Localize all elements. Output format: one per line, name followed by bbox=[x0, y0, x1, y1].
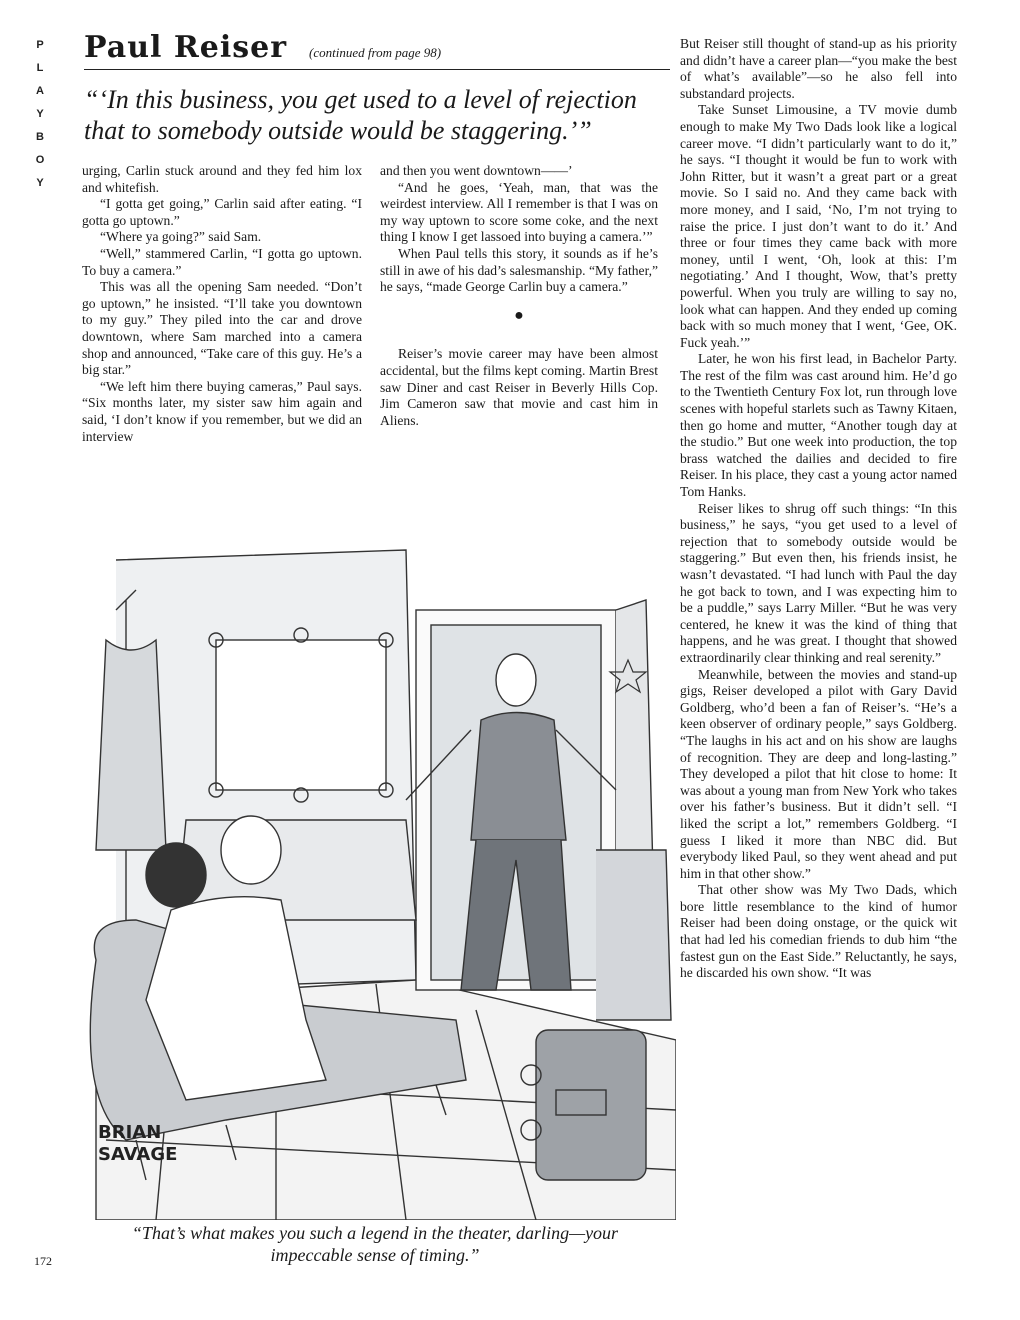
section-break-bullet: ● bbox=[514, 306, 524, 324]
cartoon-signature-line2: SAVAGE bbox=[98, 1144, 178, 1165]
paragraph: When Paul tells this story, it sounds as if he’s still in awe of his dad’s salesmanship. “My father,” he says, “made George Carlin buy a camera.” bbox=[380, 245, 658, 295]
paragraph: “Where ya going?” said Sam. bbox=[100, 229, 262, 245]
paragraph: “And he goes, ‘Yeah, man, that was the weirdest interview. All I remember is that I was on my way uptown to score some coke, and the next thing I know I get lassoed into buying a camera.’” bbox=[380, 179, 658, 245]
paragraph: “Well,” stammered Carlin, “I gotta go uptown. To buy a camera.” bbox=[82, 245, 362, 278]
paragraph: Reiser likes to shrug off such things: “In this business,” he says, “you get used to a level of rejection that to somebody outside would be staggering.” But even then, his friends insist, he wasn’t devastated. “I had lunch with Paul the day he got back to town, and I was expecting him to be a puddle,” says Larry Miller. “But he was very centered, he knew it was the kind of thing that happens, and he was great. I thought that showed extraordinarily clear thinking and real serenity.” bbox=[680, 500, 957, 665]
continued-note: (continued from page 98) bbox=[309, 45, 442, 60]
paragraph: That other show was My Two Dads, which bore little resemblance to the kind of humor Reiser had been doing onstage, or the quick wit that had led his comedian friends to dub him “the fastest gun on the East Side.” Reluctantly, he says, he discarded his own show. “It was bbox=[680, 882, 957, 981]
paragraph: Later, he won his first lead, in Bachelor Party. The rest of the film was cast around him. He’d go to the Twentieth Century Fox lot, run through love scenes with hopeful starlets such as Tawny Kitaen, then go home and mutter, “Another tough day at the studio.” But one week into production, the top brass watched the dailies and decided to fire Reiser. In his place, they cast a young actor named Tom Hanks. bbox=[680, 351, 957, 500]
column-2 bbox=[380, 163, 658, 429]
pull-quote: “‘In this business, you get used to a level of rejection that to somebody outside would be staggering.’” bbox=[84, 85, 637, 145]
column-3 bbox=[680, 36, 957, 982]
cartoon-caption: “That’s what makes you such a legend in the theater, darling—your impeccable sense of timing.” bbox=[131, 1223, 619, 1265]
magazine-vertical-label bbox=[30, 34, 50, 195]
paragraph: and then you went downtown——’ bbox=[380, 163, 573, 178]
paragraph: urging, Carlin stuck around and they fed him lox and whitefish. bbox=[82, 163, 362, 195]
column-1 bbox=[82, 163, 362, 445]
paragraph: This was all the opening Sam needed. “Don’t go uptown,” he insisted. “I’ll take you downtown to my guy.” They piled into the car and drove downtown, where Sam marched into a camera shop and announced, “Take care of this guy. He’s a big star.” bbox=[82, 279, 362, 378]
paragraph: Meanwhile, between the movies and stand-up gigs, Reiser developed a pilot with Gary David Goldberg, who’d been a fan of Reiser’s. “He’s a keen observer of ordinary people,” says Goldberg. “The laughs in his act and on his show are laughs of recognition. They are deep and long-lasting.” They developed a pilot that hit close to home: It was about a young man from New York who takes over his father’s business. But it didn’t sell. “I liked the script a lot,” remembers Goldberg. “I guess I liked it more than NBC did. But everybody liked Paul, so they went ahead and put him in that other show.” bbox=[680, 666, 957, 881]
paragraph: Take Sunset Limousine, a TV movie dumb enough to make My Two Dads look like a logical career move. “I didn’t particularly want to do it,” he says. “I thought it would be fun to work with John Ritter, but it wasn’t a great part or a great movie. So I said no. And they came back with more money, and I said, ‘No, I’m not trying to raise the price. I just don’t want to do it.’ And three or four times they came back with more money, until I went, ‘Oh, look at this: I’m negotiating.’ And I thought, Wow, that’s pretty powerful. When you truly are willing to say no, look what can happen. And they ended up coming back with so much money that I went, ‘Gee, OK. Fuck yeah.’” bbox=[680, 102, 957, 350]
paragraph: But Reiser still thought of stand-up as his priority and didn’t have a career plan—“you make the best of what’s available”—so he also fell into substandard projects. bbox=[680, 36, 957, 101]
page-number: 172 bbox=[34, 1254, 52, 1268]
paragraph: “I gotta get going,” Carlin said after eating. “I gotta go uptown.” bbox=[82, 196, 362, 228]
paragraph: “We left him there buying cameras,” Paul says. “Six months later, my sister saw him again and said, ‘I don’t know if you remember, but we did an interview bbox=[82, 378, 362, 444]
article-header bbox=[84, 30, 670, 70]
cartoon-illustration bbox=[76, 520, 676, 1220]
paragraph: Reiser’s movie career may have been almost accidental, but the films kept coming. Martin Brest saw Diner and cast Reiser in Beverly Hills Cop. Jim Cameron saw that movie and cast him in Aliens. bbox=[380, 346, 658, 428]
magazine-vertical-text: P L A Y B O Y bbox=[35, 39, 45, 189]
article-title: Paul Reiser bbox=[84, 30, 288, 65]
cartoon-signature-line1: BRIAN bbox=[98, 1122, 162, 1143]
